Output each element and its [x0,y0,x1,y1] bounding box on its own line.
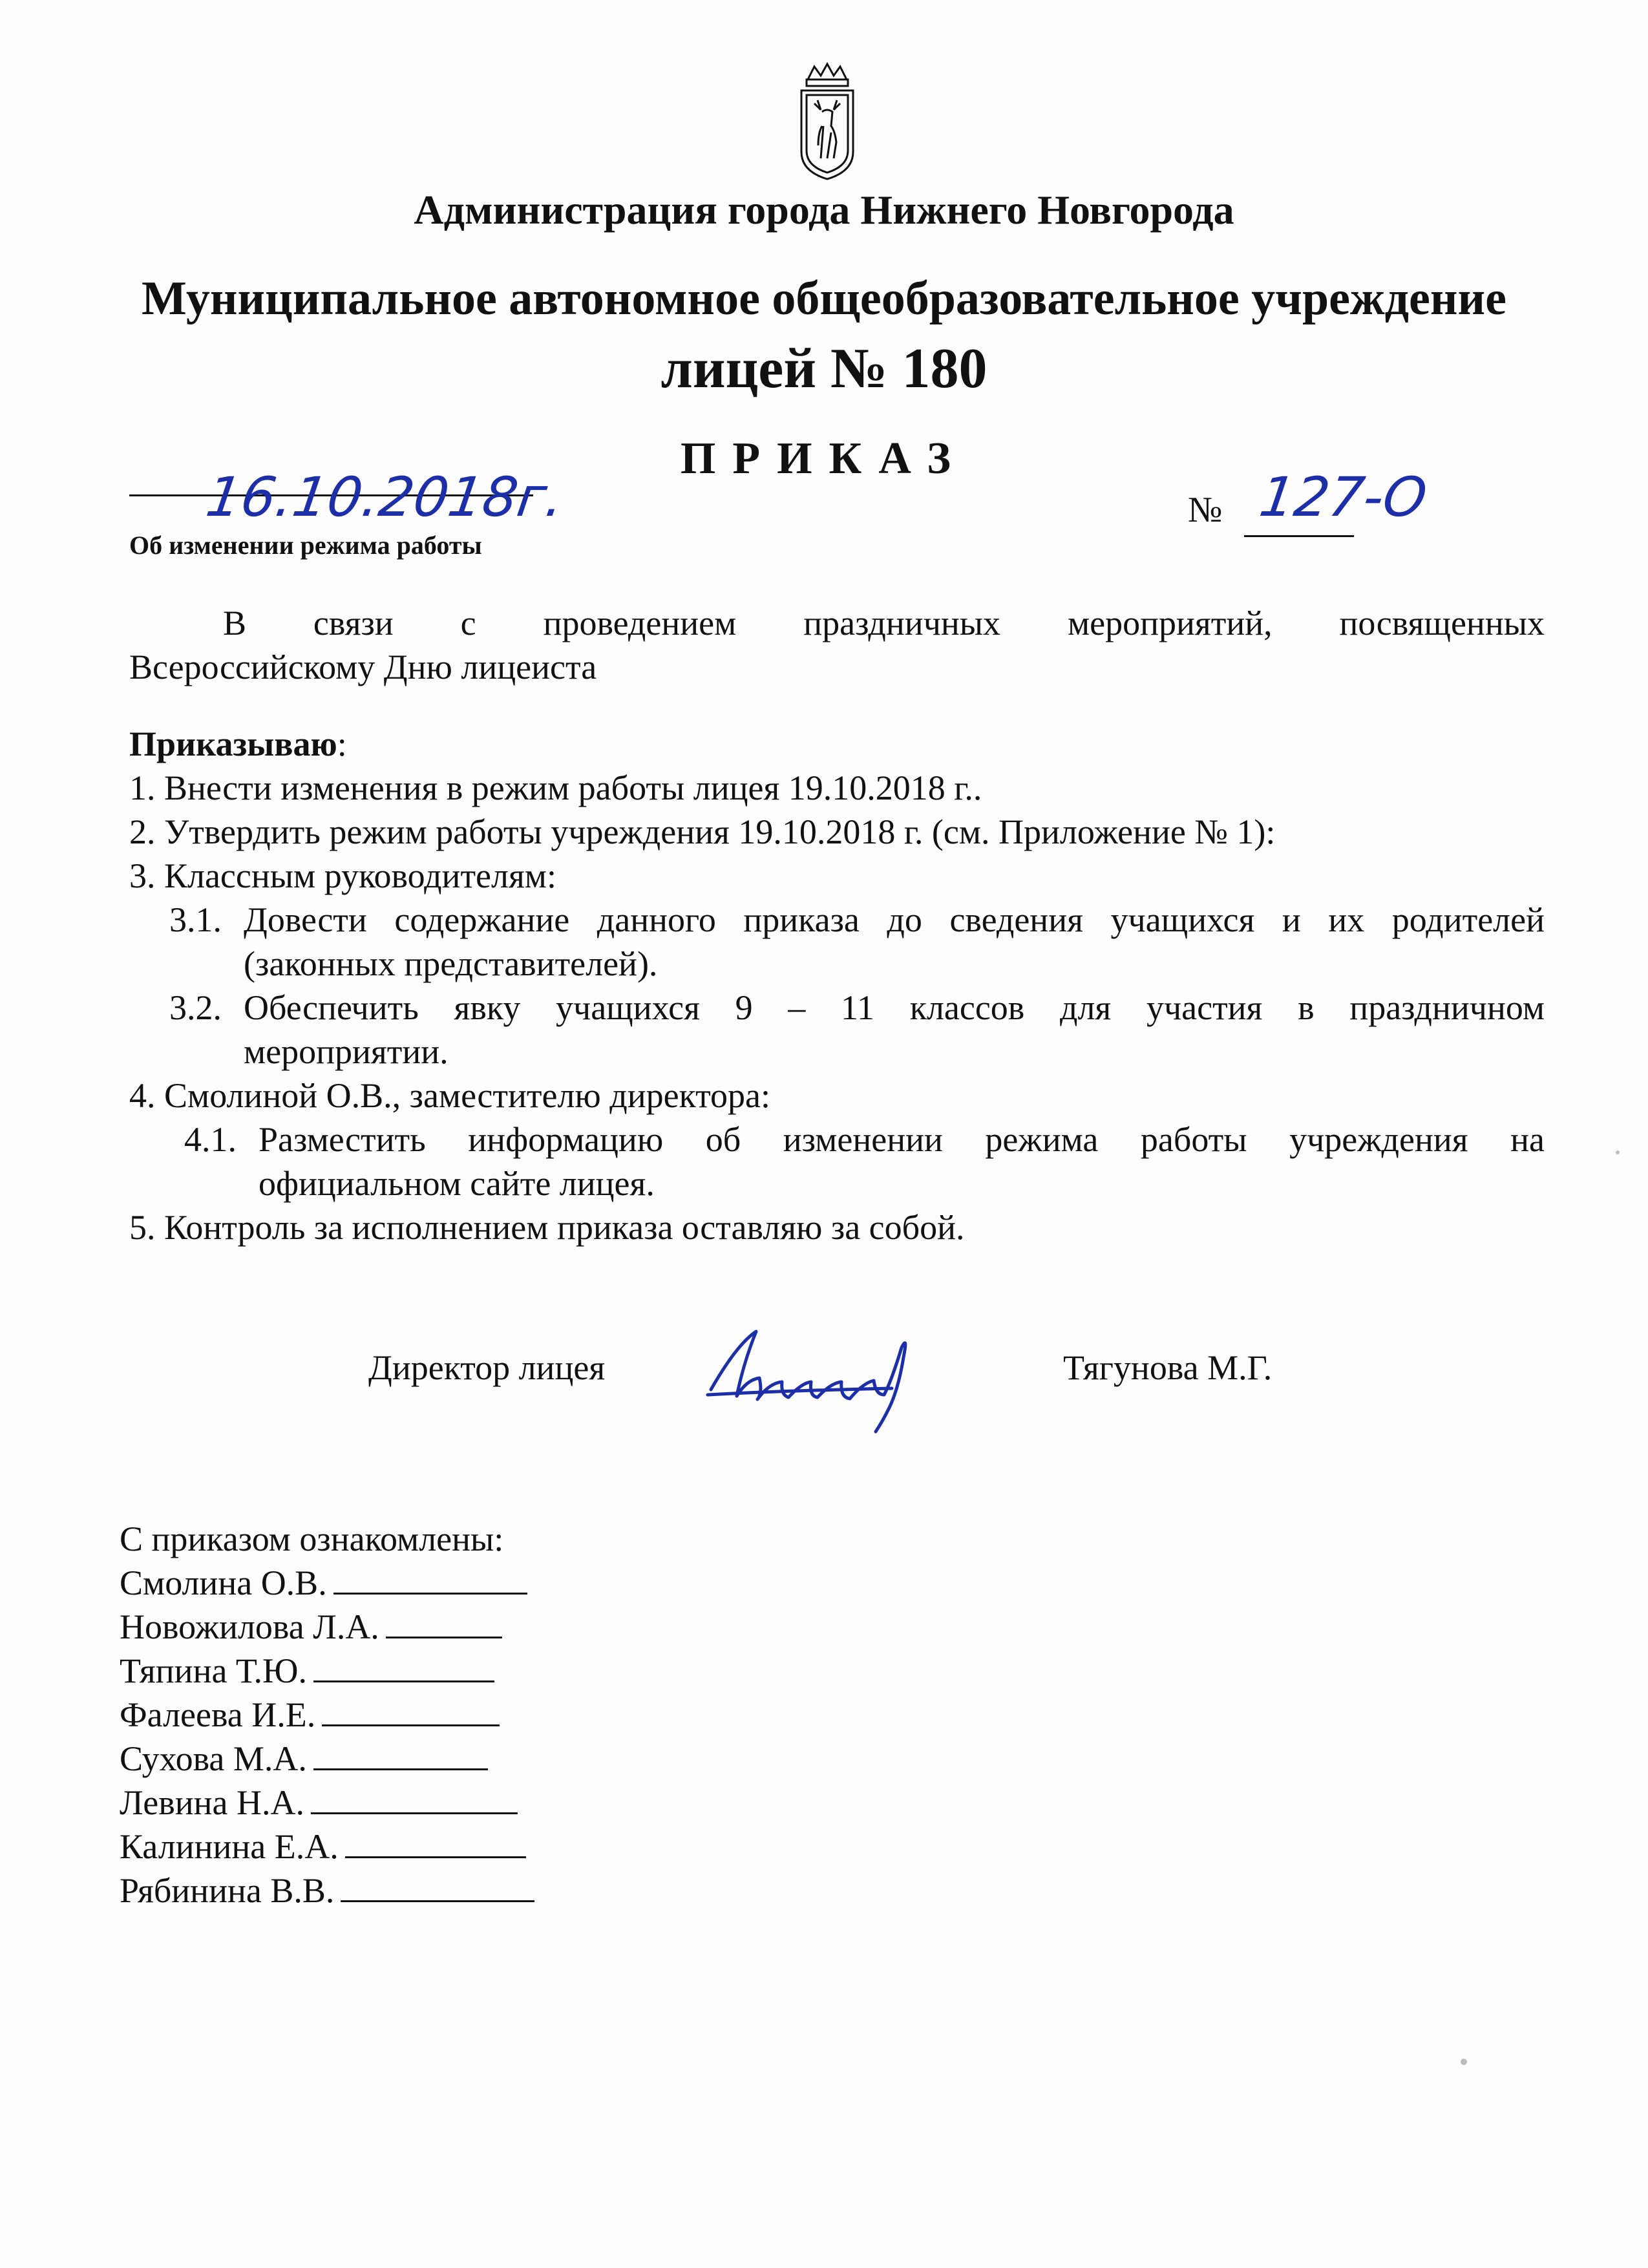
number-underline [1244,535,1354,537]
scan-speck [1616,1150,1620,1154]
order-item-5: 5. Контроль за исполнением приказа оставляю за собой. [129,1208,965,1247]
order-subject: Об изменении режима работы [129,531,482,560]
order-item-4-1-number: 4.1. [184,1120,237,1159]
signatory-name: Тягунова М.Г. [1063,1348,1273,1387]
handwritten-date: 16.10.2018г. [202,465,568,529]
acknowledgement-row: Сухова М.А. [120,1739,488,1779]
administration-heading: Администрация города Нижнего Новгорода [414,187,1234,233]
director-signature [698,1319,931,1448]
acknowledgement-row: Калинина Е.А. [120,1827,526,1867]
order-item-3-1-number: 3.1. [169,900,222,939]
order-item-3-1-line-1: Довести содержание данного приказа до сведения учащихся и их родителей [244,900,1545,939]
signatory-title: Директор лицея [368,1348,606,1387]
institution-heading: Муниципальное автономное общеобразовательное учреждение [141,272,1507,325]
scan-speck [1461,2059,1467,2065]
acknowledgement-row: Смолина О.В. [120,1563,527,1603]
order-item-3-1-line-2: (законных представителей). [244,944,658,983]
acknowledgement-row: Левина Н.А. [120,1783,518,1823]
order-item-4-1-line-1: Разместить информацию об изменении режима работы учреждения на [259,1120,1545,1159]
acknowledgement-row: Новожилова Л.А. [120,1607,502,1647]
acknowledgement-row: Тяпина Т.Ю. [120,1651,494,1691]
acknowledgement-title: С приказом ознакомлены: [120,1520,504,1558]
order-number-label: № [1188,490,1223,530]
order-directive: Приказываю: [129,725,347,763]
order-item-3-2-line-1: Обеспечить явку учащихся 9 – 11 классов для участия в праздничном [244,988,1545,1027]
order-item-4-1-line-2: официальном сайте лицея. [259,1164,655,1203]
preamble-line-1: В связи с проведением праздничных мероприятий, посвященных [223,604,1545,642]
acknowledgement-row: Рябинина В.В. [120,1871,534,1911]
order-item-4: 4. Смолиной О.В., заместителю директора: [129,1076,770,1115]
handwritten-order-number: 127-О [1256,465,1431,529]
city-crest-icon [795,61,860,184]
acknowledgement-row: Фалеева И.Е. [120,1695,500,1735]
institution-name: лицей № 180 [660,337,988,400]
order-item-2: 2. Утвердить режим работы учреждения 19.10.2018 г. (см. Приложение № 1): [129,812,1276,851]
order-item-3: 3. Классным руководителям: [129,856,556,895]
order-item-3-2-number: 3.2. [169,988,222,1027]
document-type-title: ПРИКАЗ [680,434,968,483]
order-item-1: 1. Внести изменения в режим работы лицея 19.10.2018 г.. [129,768,982,807]
order-item-3-2-line-2: мероприятии. [244,1032,449,1071]
preamble-line-2: Всероссийскому Дню лицеиста [129,648,597,686]
